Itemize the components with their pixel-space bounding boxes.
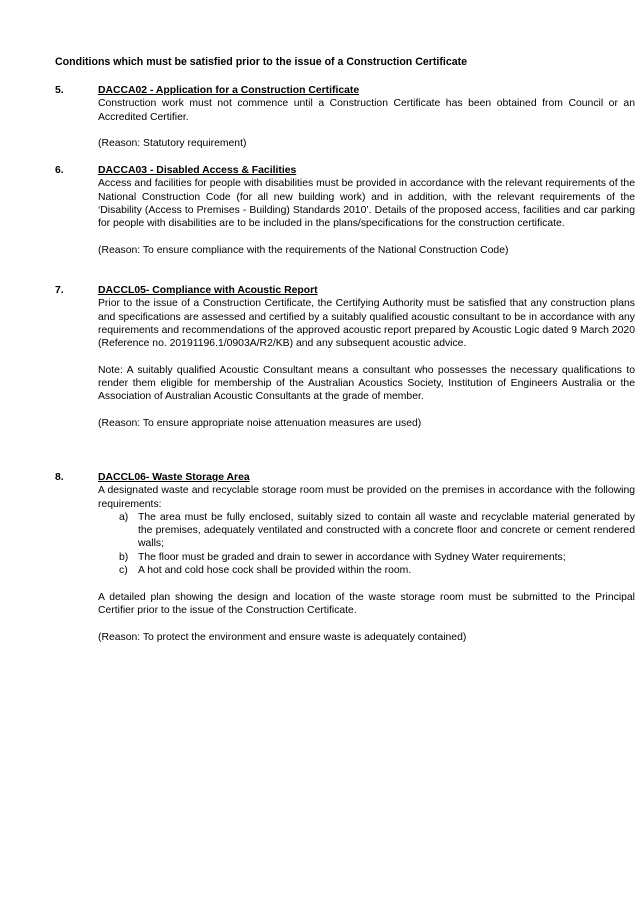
section-heading: Conditions which must be satisfied prior to the issue of a Construction Certificate (55, 56, 468, 68)
condition-body (98, 84, 635, 150)
condition-number: 7. (55, 285, 64, 296)
condition-body (98, 164, 635, 257)
condition-reason: (Reason: To ensure compliance with the requirements of the National Construction Code) (98, 244, 509, 256)
condition-number: 8. (55, 472, 64, 483)
list-item-label: c) (119, 565, 128, 577)
condition-body (98, 284, 635, 430)
condition-reason: (Reason: Statutory requirement) (98, 138, 247, 150)
condition-intro: A designated waste and recyclable storage room must be provided on the premises in accordance with the following requirements: (98, 485, 635, 510)
requirements-list (98, 511, 635, 577)
list-item-text: A hot and cold hose cock shall be provided within the room. (138, 565, 412, 577)
condition-reason: (Reason: To protect the environment and ensure waste is adequately contained) (98, 631, 467, 643)
condition-number: 5. (55, 85, 64, 96)
condition-title: DACCL05- Compliance with Acoustic Report (98, 285, 318, 296)
list-item-text: The floor must be graded and drain to sewer in accordance with Sydney Water requirements; (138, 551, 566, 563)
condition-paragraph: A detailed plan showing the design and location of the waste storage room must be submitted to the Principal Certifier prior to the issue of the Construction Certificate. (98, 591, 635, 616)
condition-title: DACCL06- Waste Storage Area (98, 472, 250, 483)
condition-paragraph: Access and facilities for people with disabilities must be provided in accordance with the relevant requirements of the National Construction Code (for all new building work) and in addition, with the relevant requirements of the ‘Disability (Access to Premises - Building) Standards 2010’. Details of the proposed access, facilities and car parking for people with disabilities are to be included in the plans/specifications for the construction certificate. (98, 178, 635, 230)
list-item-text: The area must be fully enclosed, suitably sized to contain all waste and recyclable material generated by the premises, adequately ventilated and constructed with a concrete floor and concrete or cement rendered walls; (138, 511, 635, 550)
condition-note: Note: A suitably qualified Acoustic Consultant means a consultant who possesses the necessary qualifications to render them eligible for membership of the Australian Acoustics Society, Institution of Engineers Australia or the Association of Australian Acoustic Consultants at the grade of member. (98, 364, 635, 403)
condition-paragraph: Construction work must not commence until a Construction Certificate has been obtained from Council or an Accredited Certifier. (98, 98, 635, 123)
list-item-label: b) (119, 551, 129, 563)
condition-body (98, 471, 635, 644)
condition-title: DACCA03 - Disabled Access & Facilities (98, 165, 297, 176)
condition-reason: (Reason: To ensure appropriate noise attenuation measures are used) (98, 417, 422, 429)
list-item (98, 551, 635, 564)
condition-title: DACCA02 - Application for a Construction Certificate (98, 85, 360, 96)
list-item-label: a) (119, 511, 129, 523)
list-item (98, 511, 635, 551)
list-item (98, 564, 635, 577)
condition-number: 6. (55, 165, 64, 176)
condition-paragraph: Prior to the issue of a Construction Certificate, the Certifying Authority must be satisfied that any construction plans and specifications are assessed and certified by a suitably qualified acoustic consultant to be in accordance with any requirements and recommendations of the approved acoustic report prepared by Acoustic Logic dated 9 March 2020 (Reference no. 20191196.1/0903A/R2/KB) and any subsequent acoustic advice. (98, 298, 635, 350)
